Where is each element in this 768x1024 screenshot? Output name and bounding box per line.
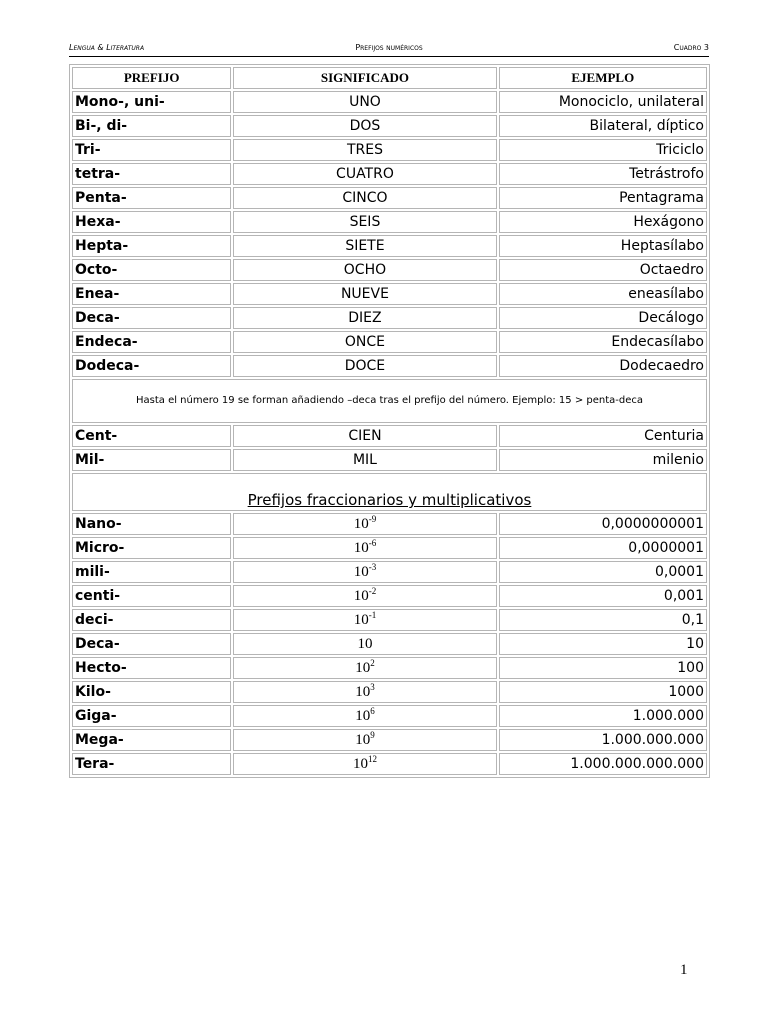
- power-base: 10: [353, 612, 369, 628]
- example-cell: Monociclo, unilateral: [499, 91, 707, 113]
- power-exponent: -9: [368, 514, 377, 524]
- power-base: 10: [353, 588, 369, 604]
- power-exponent: -3: [368, 562, 377, 572]
- example-cell: 0,0000000001: [499, 513, 707, 535]
- example-cell: 0,0000001: [499, 537, 707, 559]
- table-row: [72, 753, 707, 775]
- table-row: [72, 681, 707, 703]
- prefix-cell: Micro-: [72, 537, 231, 559]
- example-cell: Tetrástrofo: [499, 163, 707, 185]
- prefix-cell: Hepta-: [72, 235, 231, 257]
- prefix-cell: deci-: [72, 609, 231, 631]
- example-cell: Heptasílabo: [499, 235, 707, 257]
- power-of-ten-cell: [233, 753, 496, 775]
- table-row: [72, 115, 707, 137]
- example-cell: 1.000.000.000: [499, 729, 707, 751]
- example-cell: 1.000.000: [499, 705, 707, 727]
- table-row: [72, 729, 707, 751]
- table-row: [72, 163, 707, 185]
- meaning-cell: SIETE: [233, 235, 496, 257]
- prefix-cell: Penta-: [72, 187, 231, 209]
- power-of-ten-cell: [233, 537, 496, 559]
- subheading-row: [72, 473, 707, 511]
- table-row: [72, 91, 707, 113]
- meaning-cell: DOS: [233, 115, 496, 137]
- example-cell: milenio: [499, 449, 707, 471]
- header-chart-number: Cuadro 3: [673, 43, 709, 52]
- power-base: 10: [355, 684, 371, 700]
- power-exponent: 3: [370, 682, 375, 692]
- table-row: [72, 307, 707, 329]
- power-of-ten-cell: [233, 729, 496, 751]
- power-base: 10: [352, 756, 368, 772]
- table-row: [72, 633, 707, 655]
- prefix-cell: Octo-: [72, 259, 231, 281]
- note-row: [72, 379, 707, 423]
- table-row: [72, 139, 707, 161]
- meaning-cell: UNO: [233, 91, 496, 113]
- example-cell: Dodecaedro: [499, 355, 707, 377]
- power-base: 10: [353, 564, 369, 580]
- table-row: [72, 449, 707, 471]
- example-cell: Triciclo: [499, 139, 707, 161]
- prefix-cell: Kilo-: [72, 681, 231, 703]
- table-row: [72, 331, 707, 353]
- prefix-cell: centi-: [72, 585, 231, 607]
- meaning-cell: CUATRO: [233, 163, 496, 185]
- prefix-cell: Cent-: [72, 425, 231, 447]
- prefix-cell: Nano-: [72, 513, 231, 535]
- power-exponent: 6: [370, 706, 375, 716]
- example-cell: Pentagrama: [499, 187, 707, 209]
- power-of-ten-cell: [233, 681, 496, 703]
- power-of-ten-cell: [233, 705, 496, 727]
- example-cell: Centuria: [499, 425, 707, 447]
- power-exponent: -6: [368, 538, 377, 548]
- column-header-example: EJEMPLO: [499, 67, 707, 89]
- table-row: [72, 657, 707, 679]
- prefix-cell: Endeca-: [72, 331, 231, 353]
- example-cell: eneasílabo: [499, 283, 707, 305]
- table-row: [72, 705, 707, 727]
- prefix-cell: Tera-: [72, 753, 231, 775]
- prefix-cell: Deca-: [72, 633, 231, 655]
- example-cell: Decálogo: [499, 307, 707, 329]
- meaning-cell: TRES: [233, 139, 496, 161]
- meaning-cell: CIEN: [233, 425, 496, 447]
- prefix-cell: Tri-: [72, 139, 231, 161]
- prefix-cell: Mega-: [72, 729, 231, 751]
- example-cell: Hexágono: [499, 211, 707, 233]
- power-exponent: -1: [368, 610, 377, 620]
- prefixes-table: [69, 64, 710, 778]
- example-cell: Endecasílabo: [499, 331, 707, 353]
- table-row: [72, 609, 707, 631]
- power-of-ten-cell: [233, 657, 496, 679]
- prefix-cell: Bi-, di-: [72, 115, 231, 137]
- table-row: [72, 537, 707, 559]
- power-of-ten-cell: [233, 633, 496, 655]
- prefix-cell: Mil-: [72, 449, 231, 471]
- prefix-cell: Mono-, uni-: [72, 91, 231, 113]
- table-row: [72, 187, 707, 209]
- prefix-cell: mili-: [72, 561, 231, 583]
- section-subheading: Prefijos fraccionarios y multiplicativos: [72, 473, 707, 511]
- meaning-cell: OCHO: [233, 259, 496, 281]
- power-exponent: 12: [367, 754, 377, 764]
- note-text: Hasta el número 19 se forman añadiendo –deca tras el prefijo del número. Ejemplo: 15 > penta-deca: [72, 379, 707, 423]
- table-row: [72, 355, 707, 377]
- table-row: [72, 513, 707, 535]
- power-base: 10: [355, 660, 371, 676]
- prefix-cell: tetra-: [72, 163, 231, 185]
- meaning-cell: ONCE: [233, 331, 496, 353]
- prefix-cell: Deca-: [72, 307, 231, 329]
- example-cell: Bilateral, díptico: [499, 115, 707, 137]
- power-of-ten-cell: [233, 609, 496, 631]
- meaning-cell: DIEZ: [233, 307, 496, 329]
- column-header-prefix: PREFIJO: [72, 67, 231, 89]
- example-cell: Octaedro: [499, 259, 707, 281]
- example-cell: 0,0001: [499, 561, 707, 583]
- prefix-cell: Hexa-: [72, 211, 231, 233]
- power-of-ten-cell: [233, 513, 496, 535]
- example-cell: 10: [499, 633, 707, 655]
- page-header: [69, 42, 709, 57]
- prefix-cell: Enea-: [72, 283, 231, 305]
- page-number: 1: [680, 962, 688, 978]
- column-header-meaning: SIGNIFICADO: [233, 67, 496, 89]
- example-cell: 0,001: [499, 585, 707, 607]
- example-cell: 100: [499, 657, 707, 679]
- table-row: [72, 283, 707, 305]
- power-base: 10: [357, 636, 373, 652]
- prefix-cell: Hecto-: [72, 657, 231, 679]
- table-header-row: [72, 67, 707, 89]
- prefix-cell: Giga-: [72, 705, 231, 727]
- table-row: [72, 211, 707, 233]
- meaning-cell: CINCO: [233, 187, 496, 209]
- power-of-ten-cell: [233, 561, 496, 583]
- meaning-cell: MIL: [233, 449, 496, 471]
- meaning-cell: DOCE: [233, 355, 496, 377]
- example-cell: 1.000.000.000.000: [499, 753, 707, 775]
- header-title: Prefijos numéricos: [355, 43, 423, 52]
- prefix-cell: Dodeca-: [72, 355, 231, 377]
- meaning-cell: NUEVE: [233, 283, 496, 305]
- power-of-ten-cell: [233, 585, 496, 607]
- power-base: 10: [355, 708, 371, 724]
- power-base: 10: [353, 540, 369, 556]
- power-exponent: -2: [368, 586, 377, 596]
- table-row: [72, 235, 707, 257]
- header-subject: Lengua & Literatura: [69, 43, 145, 52]
- example-cell: 0,1: [499, 609, 707, 631]
- power-base: 10: [353, 516, 369, 532]
- table-row: [72, 585, 707, 607]
- power-exponent: 9: [370, 730, 375, 740]
- table-row: [72, 259, 707, 281]
- power-base: 10: [355, 732, 371, 748]
- table-row: [72, 561, 707, 583]
- table-row: [72, 425, 707, 447]
- meaning-cell: SEIS: [233, 211, 496, 233]
- example-cell: 1000: [499, 681, 707, 703]
- power-exponent: 2: [370, 658, 375, 668]
